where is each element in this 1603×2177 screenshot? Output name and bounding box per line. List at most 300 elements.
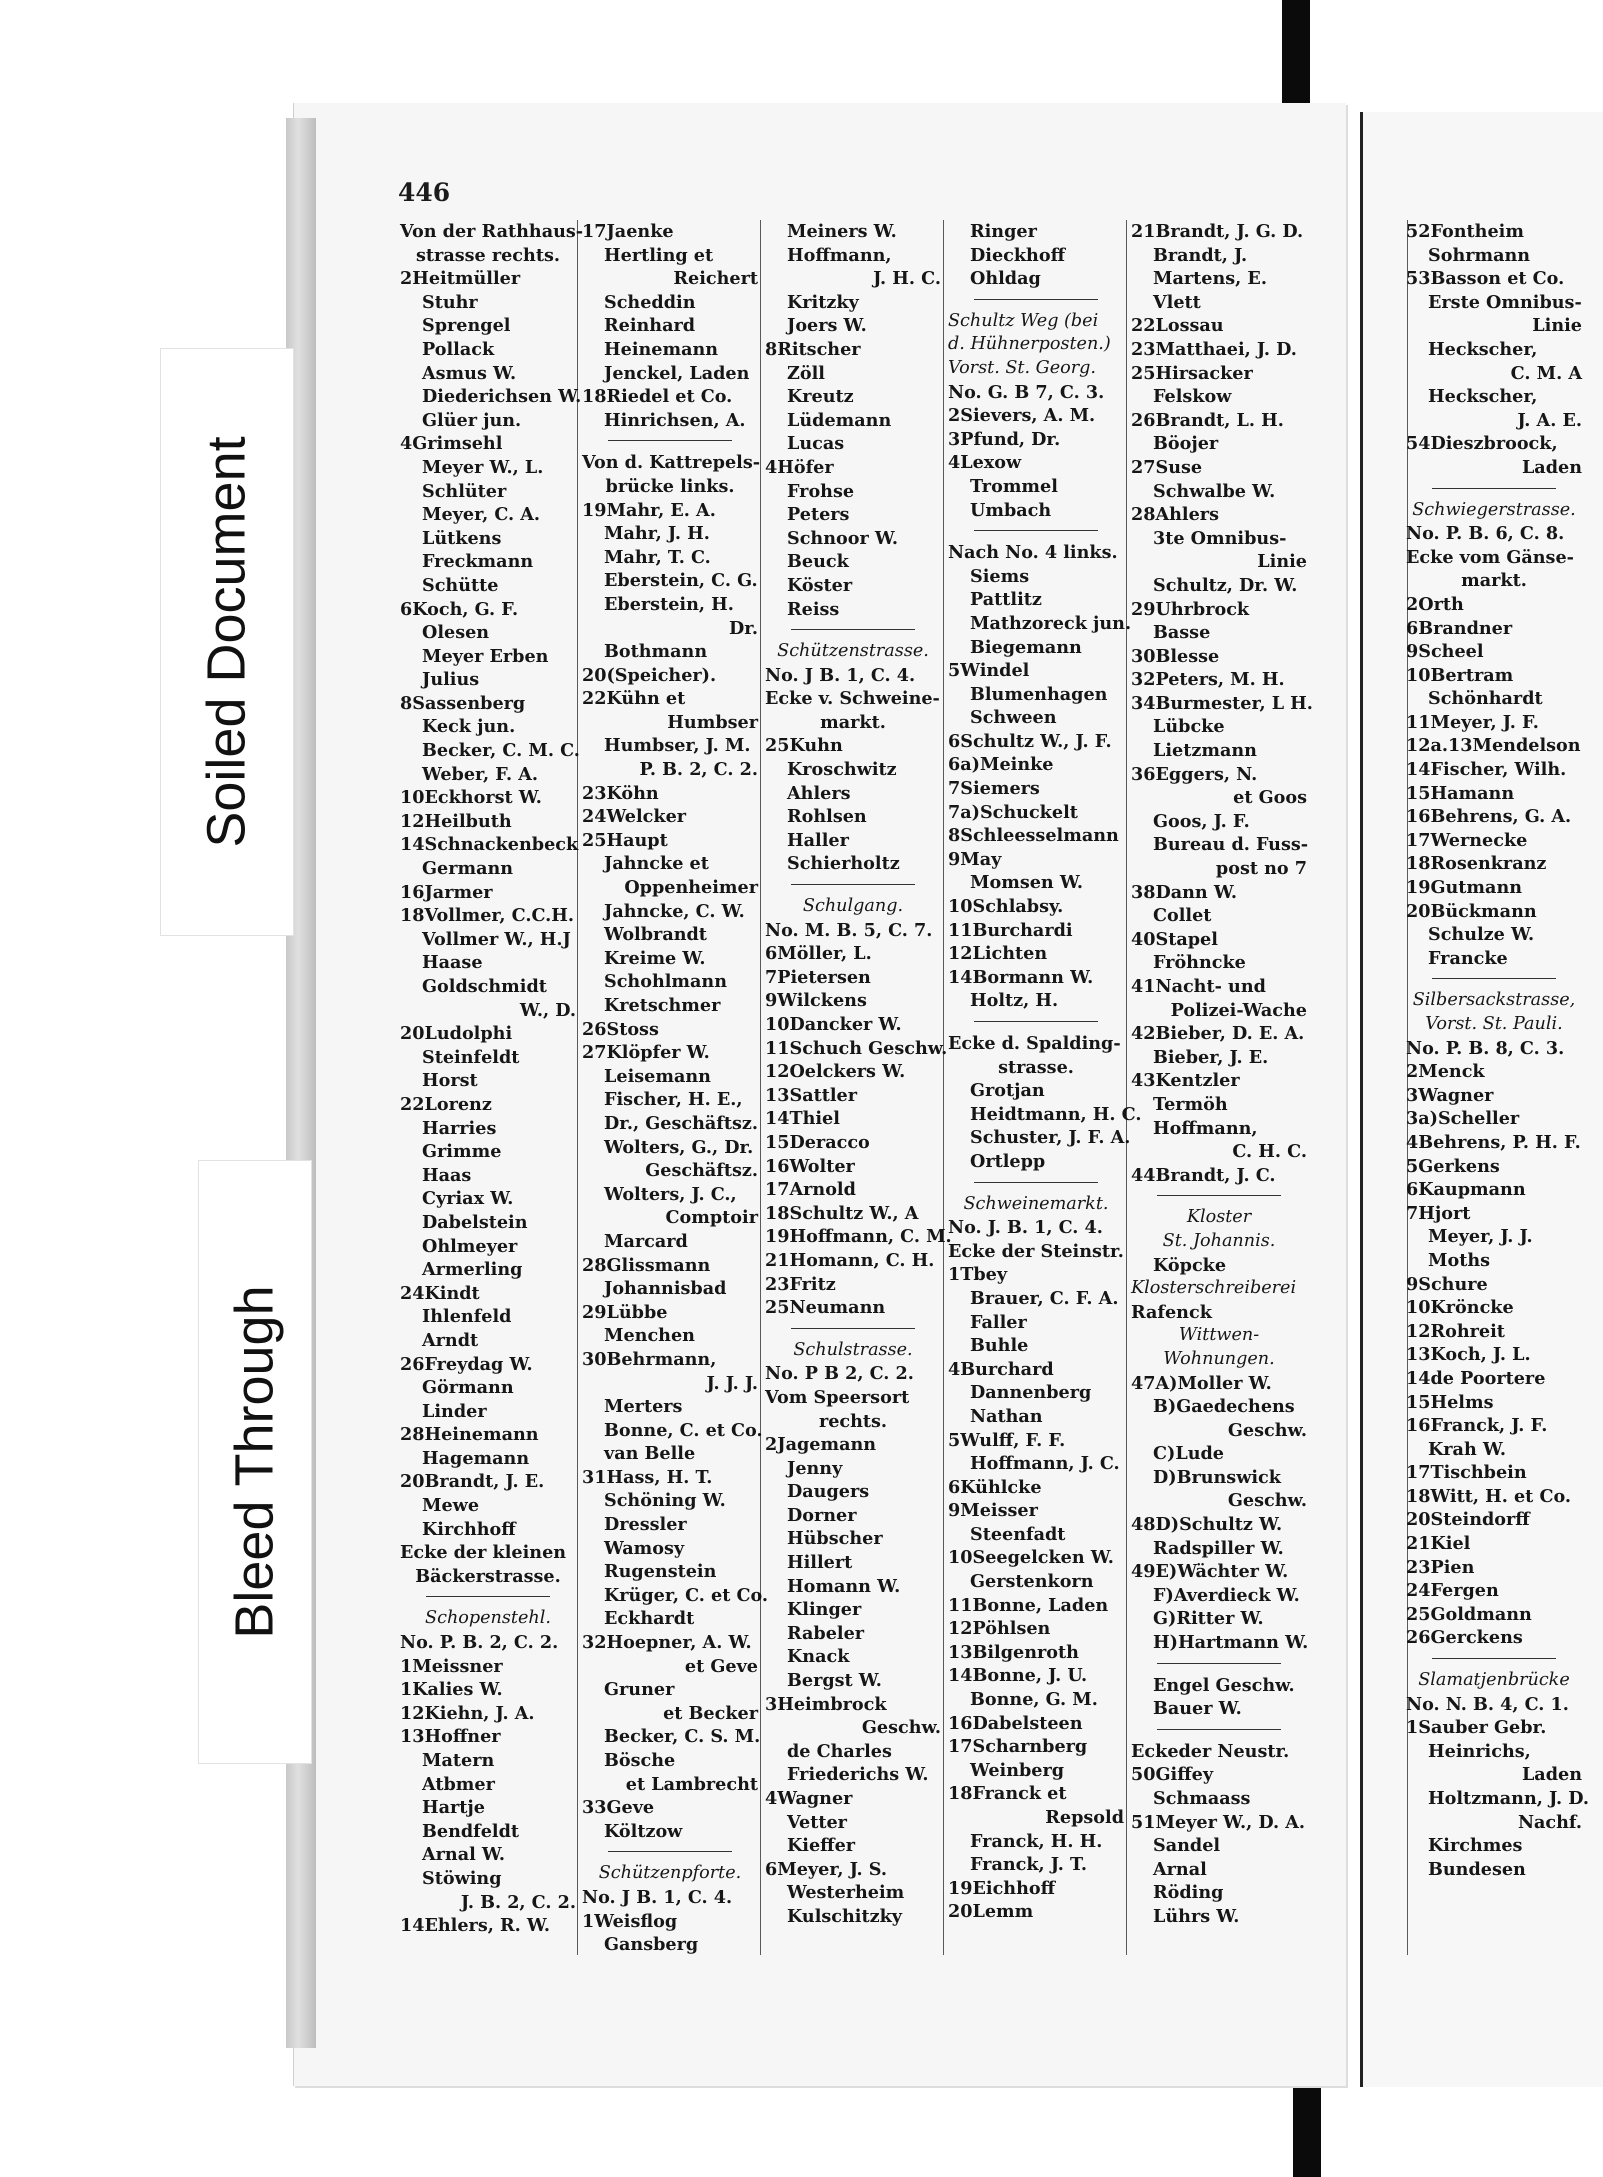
directory-entry: 51Meyer W., D. A. <box>1131 1811 1306 1833</box>
directory-entry: 5Gerkens <box>1406 1155 1500 1177</box>
directory-entry: Ringer <box>970 221 1037 242</box>
directory-entry: Jenckel, Laden <box>604 362 750 384</box>
directory-entry: H)Hartmann W. <box>1153 1632 1309 1654</box>
directory-entry: Dabelstein <box>422 1211 528 1233</box>
directory-entry: Stöwing <box>422 1867 502 1889</box>
directory-entry: D)Brunswick <box>1153 1466 1281 1488</box>
directory-entry: de Charles <box>787 1740 892 1762</box>
directory-entry: 19Mahr, E. A. <box>582 499 716 521</box>
directory-entry: Bösche <box>604 1750 676 1771</box>
directory-entry: Meyer, J. J. <box>1428 1226 1533 1248</box>
directory-entry: Sohrmann <box>1428 244 1531 266</box>
directory-entry: Laden <box>1521 1764 1582 1786</box>
directory-entry: 6a)Meinke <box>948 754 1054 776</box>
directory-entry: 8Sassenberg <box>400 692 526 714</box>
street-heading: Klosterschreiberei <box>1131 1278 1297 1299</box>
directory-entry: 26Brandt, L. H. <box>1131 409 1284 431</box>
directory-entry: Hübscher <box>787 1528 883 1550</box>
section-rule <box>1157 1729 1281 1730</box>
directory-entry: Repsold <box>1045 1807 1124 1828</box>
directory-entry: 7Hjort <box>1406 1202 1471 1224</box>
directory-entry: Joers W. <box>787 315 867 337</box>
directory-entry: 14Fischer, Wilh. <box>1406 759 1567 781</box>
directory-entry: F)Averdieck W. <box>1153 1584 1300 1606</box>
directory-entry: Holtz, H. <box>970 990 1059 1012</box>
directory-entry: Momsen W. <box>970 872 1083 894</box>
column-divider <box>577 220 578 1955</box>
directory-entry: Rabeler <box>787 1622 865 1644</box>
directory-entry: post no 7 <box>1215 858 1307 880</box>
directory-entry: 6Möller, L. <box>765 943 872 965</box>
directory-entry: 16Dabelsteen <box>948 1712 1083 1734</box>
directory-entry: Weber, F. A. <box>422 763 538 785</box>
directory-column-4 <box>948 220 1142 1924</box>
directory-entry: No. P. B. 2, C. 2. <box>400 1632 559 1654</box>
directory-entry: Atbmer <box>422 1773 495 1795</box>
directory-entry: 32Peters, M. H. <box>1131 669 1285 691</box>
section-rule <box>608 440 732 441</box>
directory-entry: 17Scharnberg <box>948 1736 1088 1758</box>
directory-entry: 4Höfer <box>765 456 834 478</box>
directory-entry: Laden <box>1521 456 1582 478</box>
directory-entry: Mathzoreck jun. <box>970 612 1132 634</box>
directory-entry: Basse <box>1153 622 1211 644</box>
directory-entry: Lührs W. <box>1153 1905 1240 1927</box>
directory-entry: Goos, J. F. <box>1153 810 1250 832</box>
directory-entry: Geschw. <box>1227 1490 1307 1512</box>
directory-entry: 52Fontheim <box>1406 221 1524 242</box>
directory-entry: Termöh <box>1153 1093 1228 1115</box>
directory-entry: Von d. Kattrepels- <box>582 452 761 474</box>
directory-entry: 7Siemers <box>948 778 1040 800</box>
directory-entry: 31Hass, H. T. <box>582 1466 713 1488</box>
directory-entry: 3Pfund, Dr. <box>948 428 1061 450</box>
directory-entry: 11Meyer, J. F. <box>1406 711 1539 733</box>
directory-column-5 <box>1131 220 1313 1929</box>
section-rule <box>974 530 1098 531</box>
directory-entry: Becker, C. S. M. <box>604 1726 761 1748</box>
directory-entry: Felskow <box>1153 386 1232 408</box>
directory-entry: Heidtmann, H. C. <box>970 1103 1142 1125</box>
directory-entry: 1Tbey <box>948 1264 1008 1286</box>
directory-entry: 16Franck, J. F. <box>1406 1415 1548 1437</box>
street-heading: Schwiegerstrasse. <box>1412 499 1576 520</box>
directory-entry: 17Jaenke <box>582 221 674 242</box>
directory-entry: 2Menck <box>1406 1061 1485 1083</box>
directory-entry: Linie <box>1532 315 1582 337</box>
directory-entry: Böojer <box>1153 433 1219 455</box>
directory-entry: 11Bonne, Laden <box>948 1594 1109 1616</box>
directory-entry: Brauer, C. F. A. <box>970 1287 1119 1309</box>
directory-entry: Hoffmann, <box>787 244 892 266</box>
directory-entry: Lübcke <box>1153 716 1225 738</box>
directory-entry: No. P. B. 6, C. 8. <box>1406 523 1565 545</box>
directory-entry: 12a.13Mendelson <box>1406 735 1581 757</box>
street-heading: Slamatjenbrücke <box>1418 1670 1570 1691</box>
directory-entry: Pollack <box>422 338 495 360</box>
directory-entry: 3Heimbrock <box>765 1693 887 1715</box>
directory-entry: Scheddin <box>604 291 696 313</box>
directory-entry: 23Pien <box>1406 1556 1475 1578</box>
directory-entry: 7Pietersen <box>765 966 871 988</box>
directory-entry: Frohse <box>787 480 855 502</box>
directory-entry: 4Burchard <box>948 1358 1054 1380</box>
directory-entry: Merters <box>604 1396 683 1418</box>
directory-entry: Vom Speersort <box>765 1386 910 1408</box>
directory-entry: 36Eggers, N. <box>1131 763 1258 785</box>
directory-entry: 24Welcker <box>582 806 687 828</box>
directory-column-6 <box>1406 220 1589 1881</box>
directory-entry: Schmaass <box>1153 1788 1251 1809</box>
directory-entry: Schnoor W. <box>787 527 899 549</box>
directory-entry: Schultz, Dr. W. <box>1153 574 1298 596</box>
directory-entry: Jahncke, C. W. <box>604 900 745 922</box>
street-heading: d. Hühnerposten.) <box>948 334 1111 355</box>
directory-entry: Schulze W. <box>1428 924 1535 946</box>
directory-entry: 10Bertram <box>1406 664 1514 686</box>
directory-entry: Marcard <box>604 1230 688 1252</box>
directory-entry: Hillert <box>787 1552 853 1574</box>
directory-entry: Bieber, J. E. <box>1153 1046 1269 1068</box>
directory-entry: Steinfeldt <box>422 1046 520 1068</box>
directory-entry: 26Gerckens <box>1406 1627 1523 1649</box>
directory-entry: Nathan <box>970 1405 1043 1427</box>
directory-entry: Lietzmann <box>1153 740 1257 762</box>
directory-entry: Beuck <box>787 551 849 573</box>
directory-entry: Brandt, J. <box>1153 244 1248 266</box>
directory-entry: Kirchmes <box>1428 1835 1523 1857</box>
directory-entry: 1Kalies W. <box>400 1679 503 1701</box>
directory-entry: Comptoir <box>665 1207 758 1229</box>
directory-entry: 2Jagemann <box>765 1434 877 1456</box>
directory-entry: Haas <box>422 1164 472 1186</box>
directory-entry: 50Giffey <box>1131 1764 1214 1786</box>
directory-entry: Krüger, C. et Co. <box>604 1584 769 1606</box>
directory-entry: 14Bormann W. <box>948 966 1094 988</box>
directory-entry: 20Ludolphi <box>400 1023 513 1045</box>
directory-entry: 25Hirsacker <box>1131 362 1253 384</box>
directory-entry: 10Eckhorst W. <box>400 787 542 809</box>
directory-entry: Haase <box>422 952 483 974</box>
directory-entry: 4Lexow <box>948 452 1022 474</box>
directory-entry: 9May <box>948 848 1002 870</box>
directory-entry: et Becker <box>663 1702 758 1724</box>
directory-entry: Friederichs W. <box>787 1764 929 1786</box>
directory-entry: 12Rohreit <box>1406 1320 1505 1342</box>
directory-entry: Jenny <box>787 1457 843 1479</box>
directory-entry: 15Deracco <box>765 1131 870 1153</box>
directory-entry: 29Uhrbrock <box>1131 598 1250 620</box>
directory-entry: 6Brandner <box>1406 617 1513 639</box>
directory-entry: Heckscher, <box>1428 386 1538 408</box>
directory-entry: Ahlers <box>787 782 851 804</box>
directory-entry: Fröhncke <box>1153 952 1246 974</box>
directory-entry: 1Meissner <box>400 1655 503 1677</box>
directory-entry: Kreime W. <box>604 947 706 969</box>
directory-entry: Von der Rathhaus- <box>400 221 584 242</box>
directory-entry: Gansberg <box>604 1934 699 1956</box>
directory-entry: 19Hoffmann, C. M. <box>765 1226 952 1248</box>
directory-entry: Köster <box>787 574 853 596</box>
directory-entry: 25Haupt <box>582 829 668 851</box>
directory-column-3 <box>765 220 952 1929</box>
directory-entry: Sprengel <box>422 315 511 337</box>
directory-entry: 15Hamann <box>1406 782 1515 804</box>
directory-entry: Eckhardt <box>604 1608 695 1630</box>
directory-entry: 25Kuhn <box>765 735 843 757</box>
street-heading: Vorst. St. Georg. <box>948 357 1097 378</box>
directory-entry: Nachf. <box>1517 1811 1582 1833</box>
directory-entry: 18Vollmer, C.C.H. <box>400 905 575 927</box>
directory-entry: Engel Geschw. <box>1153 1674 1295 1696</box>
directory-entry: Rugenstein <box>604 1561 717 1583</box>
directory-entry: Grimme <box>422 1141 502 1163</box>
directory-entry: 22Lossau <box>1131 315 1224 337</box>
directory-entry: Ohlmeyer <box>422 1235 518 1257</box>
directory-entry: G)Ritter W. <box>1153 1608 1264 1630</box>
directory-entry: Biegemann <box>970 636 1082 658</box>
directory-entry: 6Kaupmann <box>1406 1179 1526 1201</box>
directory-entry: 16Wolter <box>765 1155 855 1177</box>
street-heading: Schulgang. <box>802 896 904 917</box>
directory-entry: 12Oelckers W. <box>765 1061 906 1083</box>
directory-entry: Martens, E. <box>1153 268 1267 290</box>
directory-entry: Dannenberg <box>970 1382 1092 1404</box>
section-rule <box>974 1021 1098 1022</box>
directory-entry: 8Schleesselmann <box>948 825 1119 847</box>
directory-entry: No. P. B. 8, C. 3. <box>1406 1037 1565 1059</box>
bleed-through-text: Bleed Through <box>225 1285 285 1639</box>
directory-entry: Weinberg <box>970 1759 1065 1781</box>
directory-entry: Francke <box>1428 947 1508 969</box>
directory-entry: Glüer jun. <box>422 409 522 431</box>
directory-entry: 20(Speicher). <box>582 664 717 686</box>
directory-entry: Arndt <box>422 1329 479 1351</box>
directory-entry: Haller <box>787 829 849 851</box>
directory-entry: Zöll <box>787 362 825 384</box>
directory-entry: Mahr, T. C. <box>604 546 711 568</box>
directory-entry: 7a)Schuckelt <box>948 801 1078 823</box>
directory-entry: B)Gaedechens <box>1153 1396 1295 1418</box>
directory-entry: Peters <box>787 504 850 526</box>
directory-entry: 19Gutmann <box>1406 877 1523 899</box>
directory-entry: P. B. 2, C. 2. <box>639 759 758 781</box>
directory-entry: 6Koch, G. F. <box>400 598 519 620</box>
directory-entry: Eberstein, H. <box>604 593 734 615</box>
directory-entry: Collet <box>1153 905 1212 927</box>
directory-entry: 20Bückmann <box>1406 900 1537 922</box>
directory-entry: 43Kentzler <box>1131 1070 1240 1092</box>
directory-entry: Kreutz <box>787 386 854 408</box>
directory-entry: Hartje <box>422 1797 485 1819</box>
directory-entry: 2Heitmüller <box>400 268 521 290</box>
directory-entry: Kirchhoff <box>422 1518 516 1540</box>
directory-entry: 53Basson et Co. <box>1406 268 1565 290</box>
directory-entry: 14Bonne, J. U. <box>948 1665 1088 1687</box>
directory-entry: Polizei-Wache <box>1170 999 1307 1021</box>
directory-entry: Radspiller W. <box>1153 1537 1284 1559</box>
directory-entry: Hoffmann, <box>1153 1117 1258 1139</box>
directory-entry: 21Brandt, J. G. D. <box>1131 221 1304 242</box>
street-heading: Schopenstehl. <box>425 1608 551 1629</box>
directory-entry: 30Behrmann, <box>582 1348 717 1370</box>
directory-entry: 18Rosenkranz <box>1406 853 1547 875</box>
directory-entry: 18Witt, H. et Co. <box>1406 1485 1571 1507</box>
directory-entry: Knack <box>787 1646 850 1668</box>
street-heading: Schweinemarkt. <box>963 1193 1109 1214</box>
directory-entry: Bundesen <box>1428 1858 1526 1880</box>
directory-entry: 17Tischbein <box>1406 1462 1527 1484</box>
directory-entry: 42Bieber, D. E. A. <box>1131 1023 1305 1045</box>
directory-entry: Vollmer W., H.J <box>422 928 571 950</box>
directory-entry: Schlüter <box>422 480 507 502</box>
directory-entry: Lüdemann <box>787 409 892 431</box>
directory-entry: 12Heilbuth <box>400 810 512 832</box>
directory-entry: Germann <box>422 858 514 880</box>
directory-entry: 15Helms <box>1406 1391 1494 1413</box>
directory-entry: J. J. J. <box>706 1372 758 1394</box>
directory-entry: 48D)Schultz W. <box>1131 1514 1283 1536</box>
directory-entry: 6Kühlcke <box>948 1476 1042 1498</box>
directory-entry: Daugers <box>787 1481 870 1503</box>
directory-entry: Geschäftsz. <box>645 1160 758 1182</box>
directory-entry: Rohlsen <box>787 806 867 828</box>
directory-entry: 26Freydag W. <box>400 1353 533 1375</box>
directory-entry: Buhle <box>970 1335 1029 1357</box>
directory-entry: 16Behrens, G. A. <box>1406 806 1572 828</box>
directory-entry: 13Bilgenroth <box>948 1641 1079 1663</box>
directory-entry: 11Burchardi <box>948 919 1073 941</box>
directory-entry: 47A)Moller W. <box>1131 1372 1272 1394</box>
directory-entry: 41Nacht- und <box>1131 976 1266 997</box>
directory-entry: Lucas <box>787 433 845 455</box>
street-heading: Wittwen- <box>1178 1325 1260 1346</box>
directory-entry: 9Meisser <box>948 1500 1038 1522</box>
directory-entry: 25Goldmann <box>1406 1603 1532 1625</box>
directory-entry: Bonne, G. M. <box>970 1689 1098 1711</box>
directory-entry: 23Matthaei, J. D. <box>1131 338 1297 360</box>
directory-entry: Trommel <box>970 475 1058 497</box>
directory-entry: 28Heinemann <box>400 1424 539 1446</box>
directory-entry: 3Wagner <box>1406 1084 1494 1106</box>
directory-entry: 14Schnackenbeck <box>400 834 579 856</box>
directory-entry: Reinhard <box>604 315 696 337</box>
directory-entry: 21Homann, C. H. <box>765 1249 935 1271</box>
directory-entry: 20Lemm <box>948 1901 1034 1923</box>
directory-entry: Ecke v. Schweine- <box>765 688 940 710</box>
directory-entry: 18Franck et <box>948 1783 1067 1805</box>
directory-entry: 30Blesse <box>1131 645 1220 667</box>
directory-entry: 5Wulff, F. F. <box>948 1429 1066 1451</box>
directory-entry: Bothmann <box>604 641 708 663</box>
directory-entry: 34Burmester, L H. <box>1131 692 1313 714</box>
directory-entry: Ecke d. Spalding- <box>948 1033 1121 1054</box>
directory-entry: 20Brandt, J. E. <box>400 1471 545 1493</box>
directory-entry: 10Seegelcken W. <box>948 1547 1114 1569</box>
directory-entry: Költzow <box>604 1820 683 1842</box>
directory-entry: W., D. <box>519 999 576 1021</box>
street-heading: St. Johannis. <box>1162 1230 1276 1251</box>
directory-entry: Becker, C. M. C. <box>422 740 580 762</box>
directory-entry: Schönhardt <box>1428 688 1543 710</box>
directory-entry: Umbach <box>970 499 1052 521</box>
directory-entry: et Geve <box>684 1655 758 1677</box>
directory-entry: Schohlmann <box>604 971 728 993</box>
directory-entry: Bonne, C. et Co. <box>604 1419 763 1441</box>
directory-entry: 26Stoss <box>582 1018 659 1040</box>
directory-entry: 12Pöhlsen <box>948 1618 1051 1640</box>
directory-entry: 20Steindorff <box>1406 1509 1530 1531</box>
directory-entry: 23Köhn <box>582 782 659 804</box>
directory-entry: Dr. <box>728 617 758 639</box>
directory-entry: Ecke vom Gänse- <box>1406 546 1574 568</box>
directory-entry: 5Windel <box>948 660 1030 682</box>
directory-entry: Röding <box>1153 1882 1224 1904</box>
directory-entry: Goldschmidt <box>422 976 547 997</box>
directory-entry: Köpcke <box>1153 1254 1227 1276</box>
street-heading: Silbersackstrasse, <box>1412 990 1576 1011</box>
directory-entry: Hoffmann, J. C. <box>970 1453 1120 1475</box>
section-rule <box>426 1596 550 1597</box>
directory-entry: 14Ehlers, R. W. <box>400 1915 551 1937</box>
directory-entry: Moths <box>1428 1249 1491 1271</box>
directory-entry: Grotjan <box>970 1080 1045 1102</box>
directory-entry: 24Fergen <box>1406 1580 1499 1602</box>
street-heading: Kloster <box>1186 1207 1252 1228</box>
directory-entry: Lütkens <box>422 527 502 549</box>
directory-entry: Bäckerstrasse. <box>415 1565 561 1587</box>
directory-entry: 54Dieszbroock, <box>1406 433 1558 455</box>
directory-entry: Heinemann <box>604 338 719 360</box>
directory-entry: Gerstenkorn <box>970 1571 1094 1593</box>
directory-entry: Meyer Erben <box>422 645 549 667</box>
directory-entry: Dorner <box>787 1504 857 1526</box>
directory-entry: Ecke der kleinen <box>400 1542 567 1564</box>
directory-entry: 13Hoffner <box>400 1726 501 1748</box>
directory-entry: Bergst W. <box>787 1670 882 1692</box>
directory-entry: markt. <box>1461 570 1527 592</box>
street-heading: Schützenstrasse. <box>777 641 929 662</box>
directory-entry: Bauer W. <box>1153 1698 1242 1720</box>
directory-entry: et Lambrecht <box>625 1773 758 1795</box>
directory-entry: Vlett <box>1153 291 1201 313</box>
directory-entry: Siems <box>970 565 1030 587</box>
directory-entry: 9Schure <box>1406 1273 1488 1295</box>
bleed-through-label <box>198 1160 312 1764</box>
directory-entry: Holtzmann, J. D. <box>1428 1788 1589 1809</box>
section-rule <box>1157 1195 1281 1196</box>
page-number: 446 <box>398 178 451 207</box>
directory-entry: 1Sauber Gebr. <box>1406 1717 1547 1739</box>
directory-entry: 40Stapel <box>1131 928 1218 950</box>
directory-entry: Wolters, G., Dr. <box>604 1136 754 1158</box>
directory-entry: Schween <box>970 707 1057 729</box>
directory-entry: 6Schultz W., J. F. <box>948 730 1112 752</box>
column-divider <box>943 220 944 1955</box>
directory-entry: Ortlepp <box>970 1150 1046 1172</box>
directory-entry: Wamosy <box>604 1537 685 1559</box>
column-divider <box>1126 220 1127 1955</box>
directory-entry: 2Orth <box>1406 593 1464 615</box>
directory-entry: No. J B. 1, C. 4. <box>582 1886 733 1908</box>
directory-entry: Dressler <box>604 1514 687 1536</box>
directory-entry: 2Sievers, A. M. <box>948 405 1096 427</box>
directory-entry: 14de Poortere <box>1406 1367 1546 1389</box>
directory-entry: strasse. <box>998 1056 1074 1078</box>
directory-entry: Ecke der Steinstr. <box>948 1240 1124 1262</box>
directory-entry: Linder <box>422 1400 487 1422</box>
directory-entry: Hinrichsen, A. <box>604 409 746 431</box>
